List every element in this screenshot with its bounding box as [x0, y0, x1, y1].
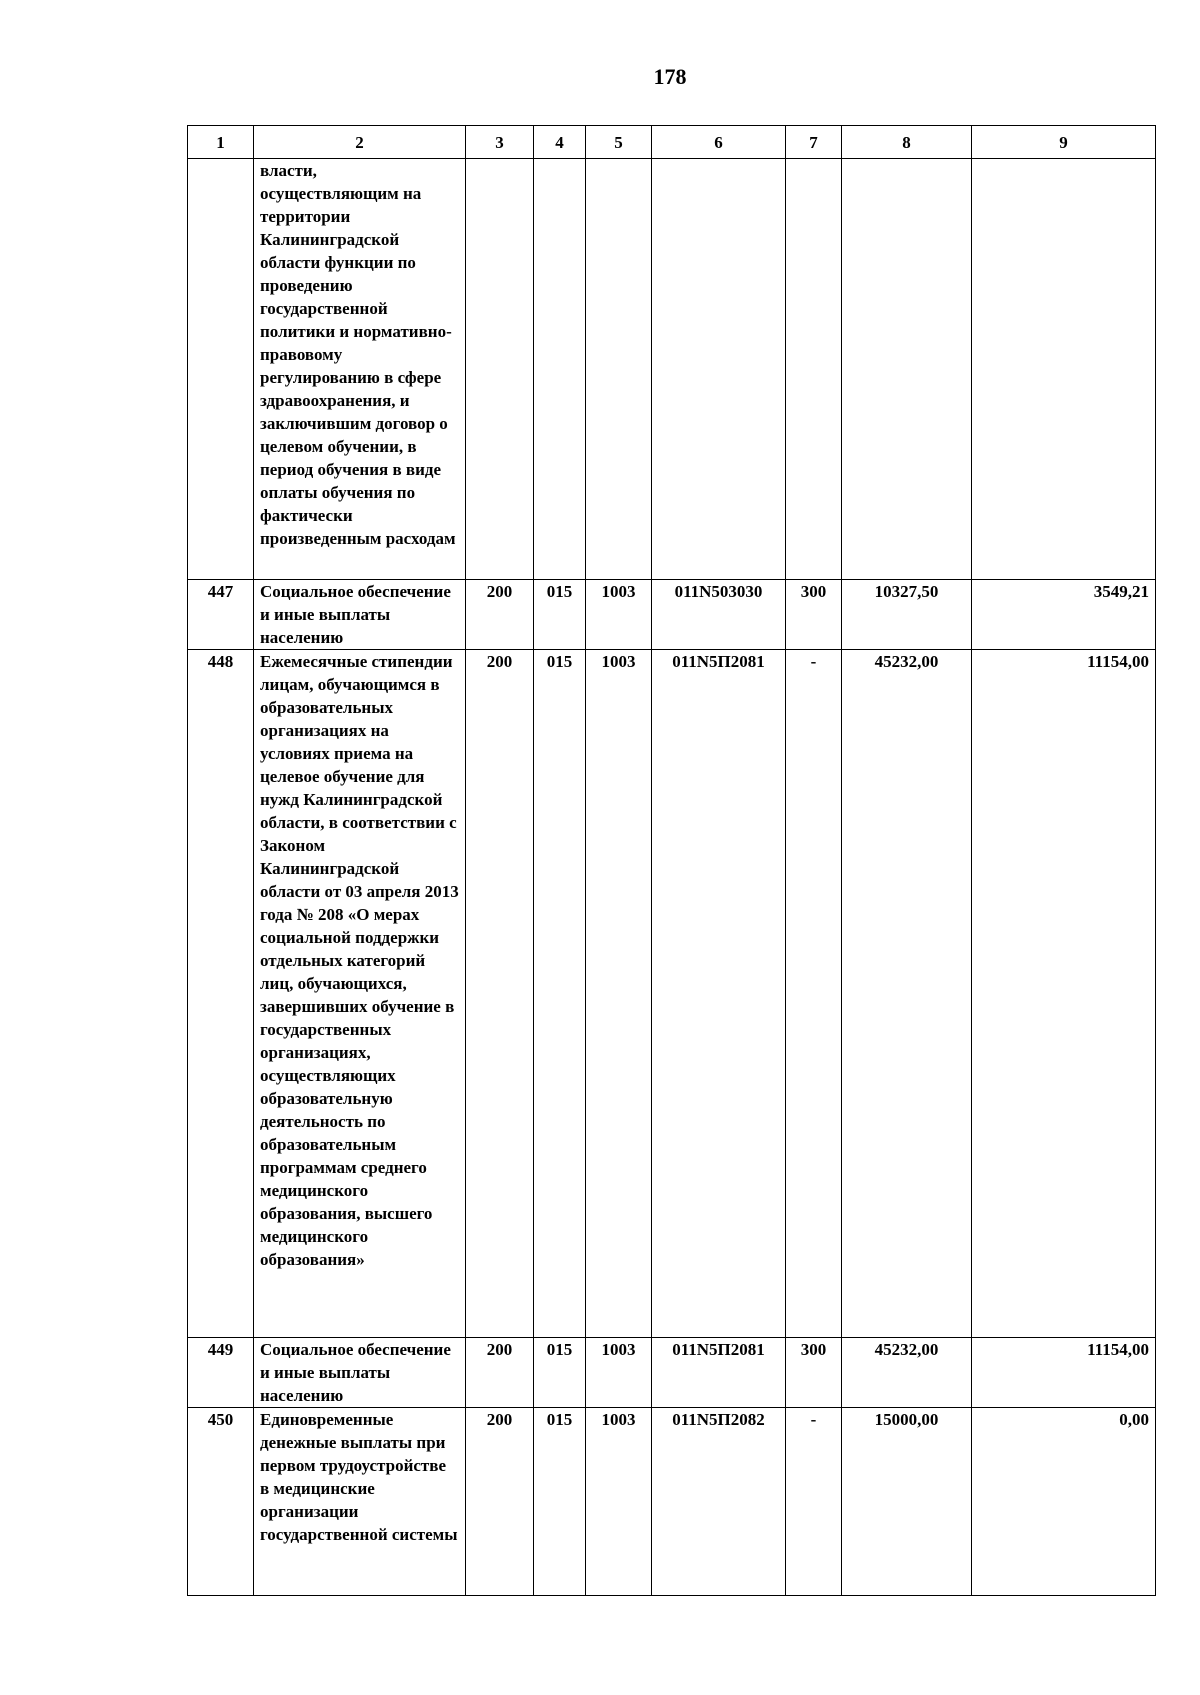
- planned-amount: 45232,00: [842, 650, 972, 1338]
- executed-amount: 3549,21: [972, 580, 1156, 650]
- table-row: [188, 580, 1156, 650]
- header-col-8: 8: [842, 126, 972, 159]
- budget-table: [187, 125, 1156, 1596]
- admin-code: 200: [466, 580, 534, 650]
- expense-type-code: 300: [786, 1338, 842, 1408]
- header-col-5: 5: [586, 126, 652, 159]
- row-number: 449: [188, 1338, 254, 1408]
- header-col-9: 9: [972, 126, 1156, 159]
- header-col-4: 4: [534, 126, 586, 159]
- executed-amount: 11154,00: [972, 1338, 1156, 1408]
- expense-type-code: [786, 159, 842, 580]
- row-number: 447: [188, 580, 254, 650]
- planned-amount: 15000,00: [842, 1408, 972, 1596]
- expense-name: Социальное обеспечение и иные выплаты населению: [254, 580, 466, 650]
- chapter-code: [534, 159, 586, 580]
- table-row: [188, 1338, 1156, 1408]
- section-code: 1003: [586, 1338, 652, 1408]
- expense-name: Единовременные денежные выплаты при первом трудоустройстве в медицинские организации государственной системы: [254, 1408, 466, 1596]
- table-row: [188, 159, 1156, 580]
- target-code: 011N5П2081: [652, 1338, 786, 1408]
- expense-type-code: -: [786, 1408, 842, 1596]
- planned-amount: 45232,00: [842, 1338, 972, 1408]
- expense-type-code: 300: [786, 580, 842, 650]
- row-number: 448: [188, 650, 254, 1338]
- admin-code: 200: [466, 1338, 534, 1408]
- header-col-1: 1: [188, 126, 254, 159]
- expense-type-code: -: [786, 650, 842, 1338]
- header-col-2: 2: [254, 126, 466, 159]
- target-code: 011N503030: [652, 580, 786, 650]
- header-col-3: 3: [466, 126, 534, 159]
- row-number: 450: [188, 1408, 254, 1596]
- section-code: 1003: [586, 650, 652, 1338]
- page-number: 178: [653, 64, 687, 89]
- admin-code: 200: [466, 1408, 534, 1596]
- planned-amount: [842, 159, 972, 580]
- target-code: 011N5П2081: [652, 650, 786, 1338]
- chapter-code: 015: [534, 1338, 586, 1408]
- chapter-code: 015: [534, 580, 586, 650]
- table-row: [188, 1408, 1156, 1596]
- expense-name: власти, осуществляющим на территории Калининградской области функции по проведению государственной политики и нормативно-правовому регулированию в сфере здравоохранения, и заключившим договор о целевом обучении, в период обучения в виде оплаты обучения по фактически произведенным расходам: [254, 159, 466, 580]
- target-code: [652, 159, 786, 580]
- planned-amount: 10327,50: [842, 580, 972, 650]
- header-col-7: 7: [786, 126, 842, 159]
- section-code: 1003: [586, 580, 652, 650]
- executed-amount: 11154,00: [972, 650, 1156, 1338]
- expense-name: Социальное обеспечение и иные выплаты населению: [254, 1338, 466, 1408]
- chapter-code: 015: [534, 650, 586, 1338]
- target-code: 011N5П2082: [652, 1408, 786, 1596]
- header-row: [188, 126, 1156, 159]
- executed-amount: [972, 159, 1156, 580]
- admin-code: [466, 159, 534, 580]
- executed-amount: 0,00: [972, 1408, 1156, 1596]
- admin-code: 200: [466, 650, 534, 1338]
- chapter-code: 015: [534, 1408, 586, 1596]
- section-code: [586, 159, 652, 580]
- row-number: [188, 159, 254, 580]
- expense-name: Ежемесячные стипендии лицам, обучающимся в образовательных организациях на условиях приема на целевое обучение для нужд Калининградской области, в соответствии с Законом Калининградской области от 03 апреля 2013 года № 208 «О мерах социальной поддержки отдельных категорий лиц, обучающихся, завершивших обучение в государственных организациях, осуществляющих образовательную деятельность по образовательным программам среднего медицинского образования, высшего медицинского образования»: [254, 650, 466, 1338]
- table-row: [188, 650, 1156, 1338]
- section-code: 1003: [586, 1408, 652, 1596]
- header-col-6: 6: [652, 126, 786, 159]
